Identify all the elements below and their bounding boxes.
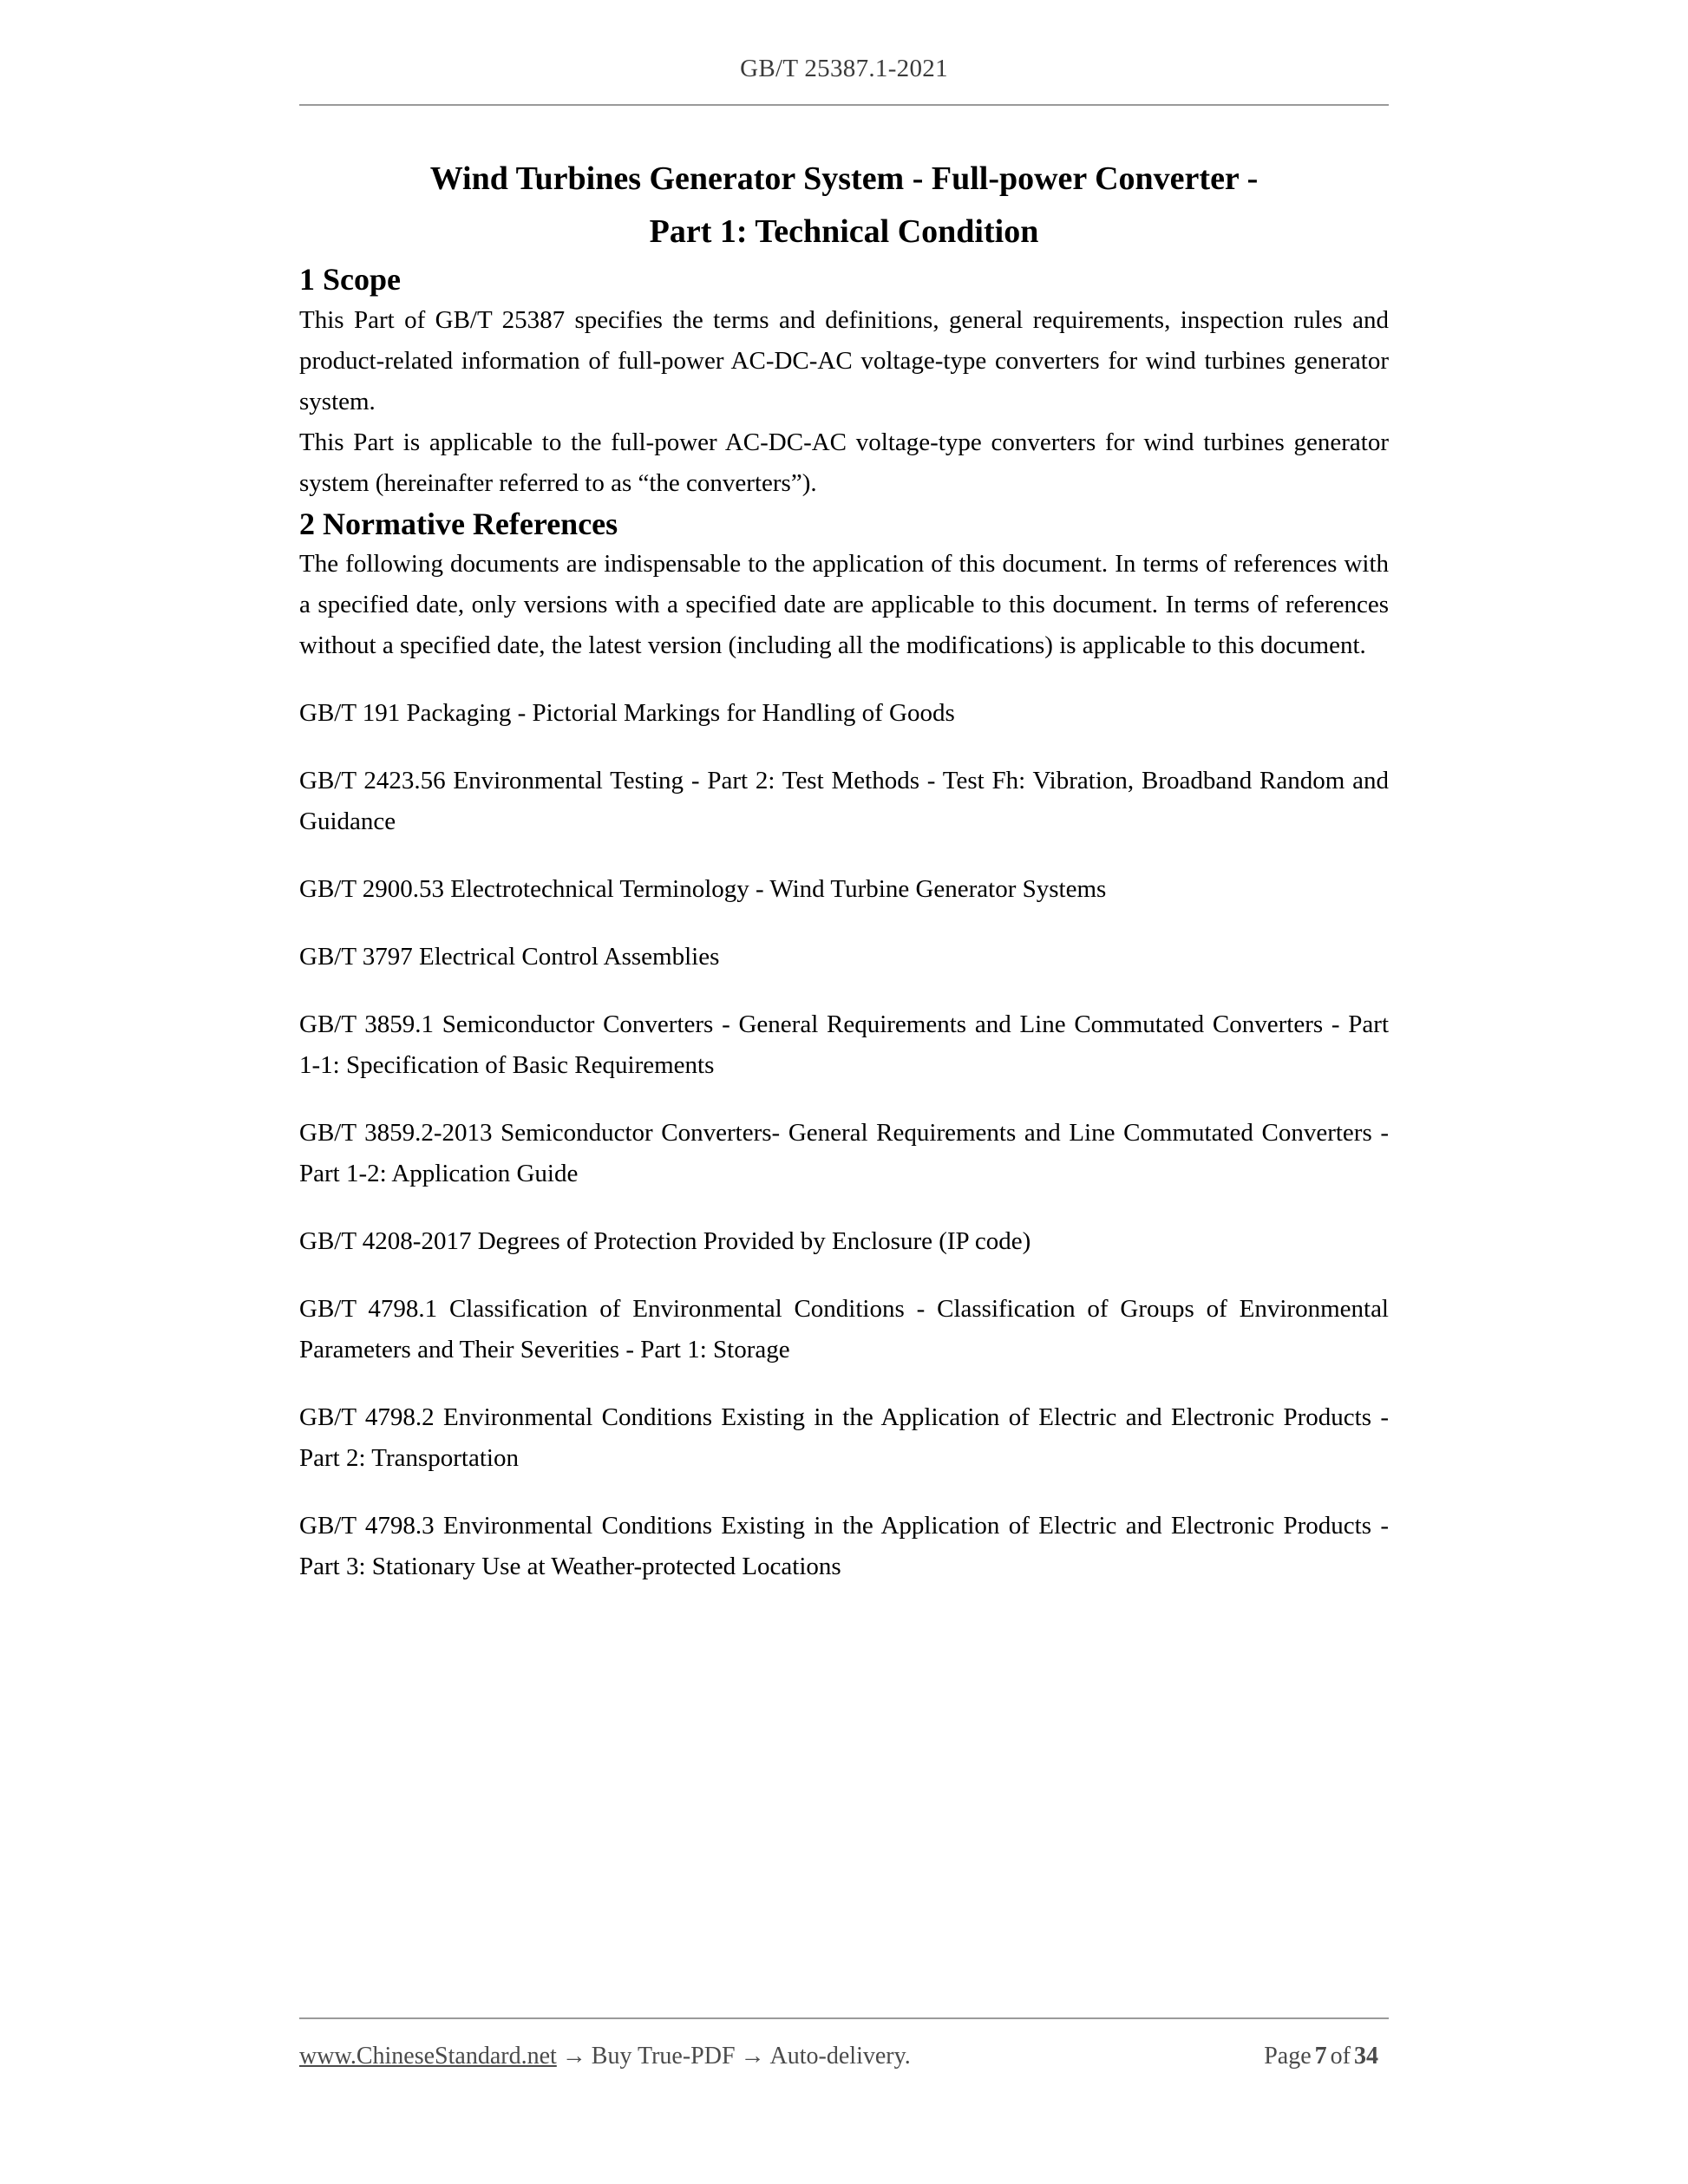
scope-paragraph-1: This Part of GB/T 25387 specifies the terms and definitions, general requirements, inspection rules and product-related information of full-power AC-DC-AC voltage-type converters for wind turbines generator system.	[299, 305, 1389, 415]
auto-delivery-label: Auto-delivery.	[769, 2043, 911, 2070]
list-item: GB/T 191 Packaging - Pictorial Markings for Handling of Goods	[299, 699, 955, 728]
list-item: GB/T 4798.3 Environmental Conditions Existing in the Application of Electric and Electronic Products - Part 3: Stationary Use at Weather-protected Locations	[299, 1511, 1389, 1580]
page-number-indicator	[1264, 2043, 1389, 2070]
list-item: GB/T 2423.56 Environmental Testing - Part 2: Test Methods - Test Fh: Vibration, Broadband Random and Guidance	[299, 767, 1389, 836]
list-item: GB/T 4798.2 Environmental Conditions Existing in the Application of Electric and Electronic Products - Part 2: Transportation	[299, 1403, 1389, 1472]
footer-row	[299, 2043, 1389, 2070]
page-title	[299, 153, 1389, 259]
header-divider	[299, 104, 1389, 106]
list-item: GB/T 3797 Electrical Control Assemblies	[299, 943, 720, 971]
title-line-1: Wind Turbines Generator System - Full-power Converter -	[429, 160, 1259, 197]
normative-reference-list	[299, 693, 1389, 1587]
page-label: Page	[1264, 2043, 1312, 2070]
standard-code: GB/T 25387.1-2021	[740, 55, 948, 82]
page-header	[299, 0, 1389, 106]
page-footer	[299, 2017, 1389, 2070]
footer-divider	[299, 2017, 1389, 2019]
buy-true-pdf-label: Buy True-PDF	[591, 2043, 736, 2070]
scope-paragraph-2: This Part is applicable to the full-power AC-DC-AC voltage-type converters for wind turbines generator system (hereinafter referred to as “the converters”).	[299, 428, 1389, 497]
normative-references-intro: The following documents are indispensable to the application of this document. In terms of references with a specified date, only versions with a specified date are applicable to this document. In terms of references without a specified date, the latest version (including all the modifications) is applicable to this document.	[299, 550, 1389, 660]
arrow-right-icon: →	[740, 2043, 765, 2070]
current-page-number: 7	[1314, 2043, 1327, 2070]
chinesestandard-link[interactable]: www.ChineseStandard.net	[299, 2043, 557, 2070]
of-label: of	[1330, 2043, 1351, 2070]
list-item: GB/T 2900.53 Electrotechnical Terminology - Wind Turbine Generator Systems	[299, 875, 1107, 904]
list-item: GB/T 4208-2017 Degrees of Protection Provided by Enclosure (IP code)	[299, 1226, 1031, 1255]
footer-promo	[299, 2043, 911, 2070]
page-content	[299, 0, 1389, 1587]
title-line-2: Part 1: Technical Condition	[649, 213, 1039, 251]
list-item: GB/T 3859.2-2013 Semiconductor Converters- General Requirements and Line Commutated Converters - Part 1-2: Application Guide	[299, 1119, 1389, 1187]
list-item: GB/T 4798.1 Classification of Environmental Conditions - Classification of Groups of Environmental Parameters and Their Severities - Part 1: Storage	[299, 1294, 1389, 1363]
section-heading-normative-references: 2 Normative References	[299, 506, 618, 541]
section-heading-scope: 1 Scope	[299, 261, 401, 297]
total-page-count: 34	[1354, 2043, 1378, 2070]
list-item: GB/T 3859.1 Semiconductor Converters - General Requirements and Line Commutated Converters - Part 1-1: Specification of Basic Requirements	[299, 1010, 1389, 1080]
arrow-right-icon: →	[561, 2043, 586, 2070]
